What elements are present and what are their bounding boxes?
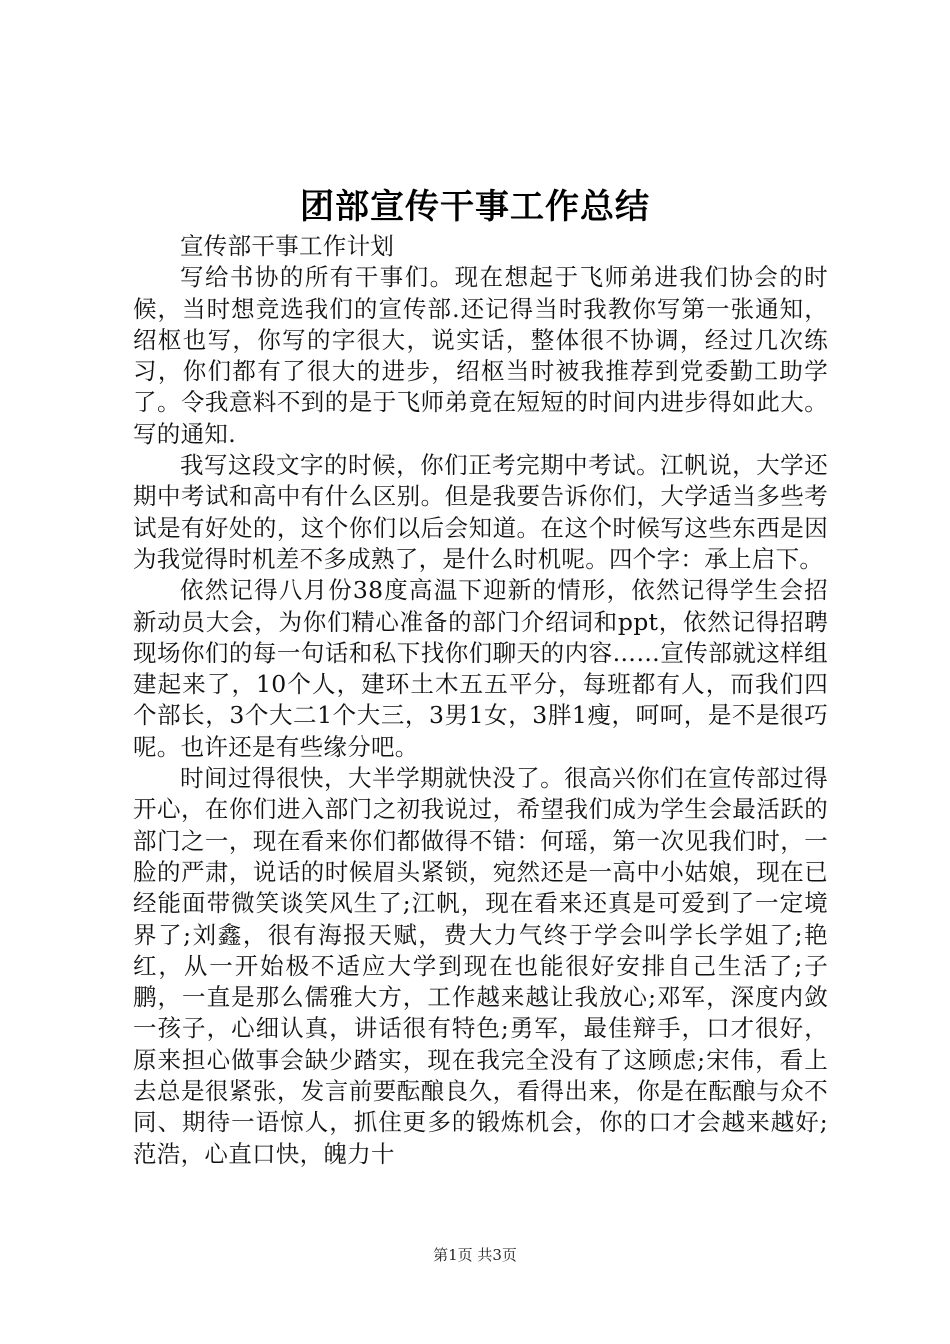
paragraph-1: 写给书协的所有干事们。现在想起于飞师弟进我们协会的时候，当时想竞选我们的宣传部.还记得当时我教你写第一张通知，绍枢也写，你写的字很大，说实话，整体很不协调，经过几次练习，你们都有了很大的进步，绍枢当时被我推荐到党委勤工助学了。令我意料不到的是于飞师弟竟在短短的时间内进步得如此大。写的通知. — [133, 263, 828, 448]
paragraph-subtitle: 宣传部干事工作计划 — [180, 232, 395, 260]
paragraph-2: 我写这段文字的时候，你们正考完期中考试。江帆说，大学还期中考试和高中有什么区别。但是我要告诉你们，大学适当多些考试是有好处的，这个你们以后会知道。在这个时候写这些东西是因为我觉得时机差不多成熟了，是什么时机呢。四个字：承上启下。 — [133, 451, 828, 573]
document-body — [133, 231, 828, 1170]
document-title: 团部宣传干事工作总结 — [300, 187, 650, 227]
paragraph-4: 时间过得很快，大半学期就快没了。很高兴你们在宣传部过得开心，在你们进入部门之初我说过，希望我们成为学生会最活跃的部门之一，现在看来你们都做得不错：何瑶，第一次见我们时，一脸的严肃，说话的时候眉头紧锁，宛然还是一高中小姑娘，现在已经能面带微笑谈笑风生了;江帆，现在看来还真是可爱到了一定境界了;刘鑫，很有海报天赋，费大力气终于学会叫学长学姐了;艳红，从一开始极不适应大学到现在也能很好安排自己生活了;子鹏，一直是那么儒雅大方，工作越来越让我放心;邓军，深度内敛一孩子，心细认真，讲话很有特色;勇军，最佳辩手，口才很好，原来担心做事会缺少踏实，现在我完全没有了这顾虑;宋伟，看上去总是很紧张，发言前要酝酿良久，看得出来，你是在酝酿与众不同、期待一语惊人，抓住更多的锻炼机会，你的口才会越来越好;范浩，心直口快，魄力十 — [133, 764, 828, 1168]
paragraph-3: 依然记得八月份38度高温下迎新的情形，依然记得学生会招新动员大会，为你们精心准备的部门介绍词和ppt，依然记得招聘现场你们的每一句话和私下找你们聊天的内容……宣传部就这样组建起来了，10个人，建环土木五五平分，每班都有人，而我们四个部长，3个大二1个大三，3男1女，3胖1瘦，呵呵，是不是很巧呢。也许还是有些缘分吧。 — [133, 576, 828, 761]
page-footer: 第1页 共3页 — [433, 1246, 517, 1264]
